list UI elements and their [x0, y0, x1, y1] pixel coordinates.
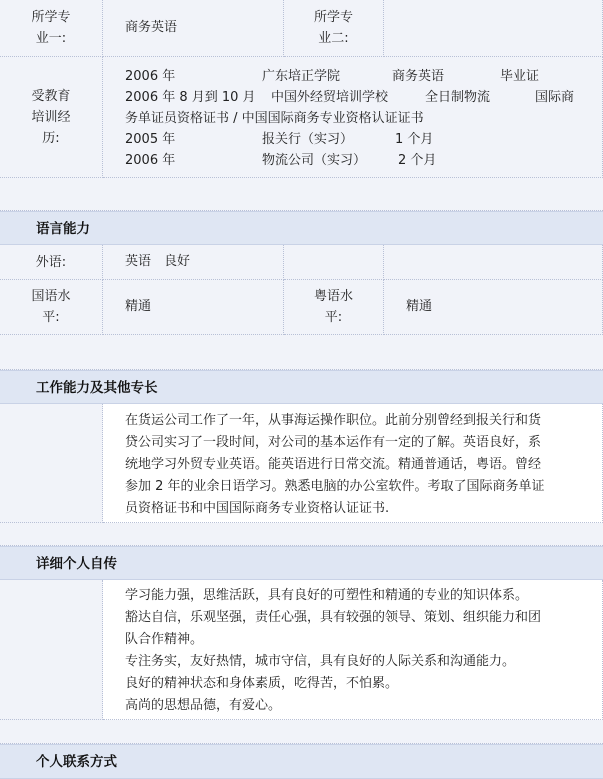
major2-value-cell — [384, 0, 603, 57]
edu-1-major: 商务英语 — [392, 69, 445, 84]
major1-value-cell — [103, 0, 284, 57]
education-label: 受教育培训经历: — [31, 88, 71, 146]
education-row — [0, 57, 603, 178]
empty-cell-b — [384, 245, 603, 280]
section-language-title: 语言能力 — [36, 221, 90, 237]
edu-3-cert: 务单证员资格证书 / 中国国际商务专业资格认证证书 — [125, 111, 424, 126]
edu-1-date: 2006 年 — [125, 69, 176, 84]
work-text-cell — [103, 404, 603, 523]
self-row — [0, 580, 603, 720]
work-line-5: 员资格证书和中国国际商务专业资格认证证书. — [125, 501, 390, 516]
mandarin-value-cell — [103, 280, 284, 335]
cantonese-label: 粤语水平: — [313, 289, 353, 325]
edu-4-date: 2005 年 — [125, 132, 176, 147]
self-line-5: 良好的精神状态和身体素质，吃得苦，不怕累。 — [125, 676, 399, 691]
work-empty-label-cell — [0, 404, 103, 523]
mandarin-value: 精通 — [125, 299, 152, 314]
edu-5-duration: 2 个月 — [398, 153, 437, 168]
education-line-1 — [103, 65, 602, 86]
foreign-label-cell — [0, 245, 103, 280]
mandarin-label: 国语水平: — [31, 289, 71, 325]
spacer-3 — [0, 523, 603, 546]
major2-value — [384, 3, 406, 18]
mandarin-label-cell — [0, 280, 103, 335]
spacer-1 — [0, 178, 603, 211]
edu-5-org: 物流公司（实习） — [262, 153, 367, 168]
self-line-6: 高尚的思想品德，有爱心。 — [125, 698, 282, 713]
self-line-3: 队合作精神。 — [125, 632, 204, 647]
section-work-header — [0, 370, 603, 404]
work-row — [0, 404, 603, 523]
spacer-2 — [0, 335, 603, 370]
self-line-1: 学习能力强，思维活跃，具有良好的可塑性和精通的专业的知识体系。 — [125, 588, 529, 603]
edu-4-duration: 1 个月 — [395, 132, 434, 147]
dialect-row — [0, 280, 603, 335]
edu-2-cert: 国际商 — [535, 90, 575, 105]
edu-2-school: 中国外经贸培训学校 — [271, 90, 389, 105]
work-line-1: 在货运公司工作了一年，从事海运操作职位。此前分别曾经到报关行和货 — [125, 413, 542, 428]
education-line-4 — [103, 128, 602, 149]
empty-cell-a — [284, 245, 384, 280]
work-line-3: 统地学习外贸专业英语。能英语进行日常交流。精通普通话，粤语。曾经 — [125, 457, 542, 472]
edu-2-date: 2006 年 8 月到 10 月 — [125, 90, 256, 105]
major1-label-cell — [0, 0, 103, 57]
foreign-label: 外语: — [35, 254, 67, 270]
edu-2-mode: 全日制物流 — [425, 90, 491, 105]
section-self-title: 详细个人自传 — [36, 556, 117, 572]
foreign-value-cell — [103, 245, 284, 280]
spacer-4 — [0, 720, 603, 744]
self-text-cell — [103, 580, 603, 720]
cantonese-value: 精通 — [406, 299, 433, 314]
work-line-4: 参加 2 年的业余日语学习。熟悉电脑的办公室软件。考取了国际商务单证 — [125, 479, 545, 494]
self-line-2: 豁达自信，乐观坚强，责任心强，具有较强的领导、策划、组织能力和团 — [125, 610, 542, 625]
section-contact-header — [0, 744, 603, 779]
section-contact-title: 个人联系方式 — [36, 754, 117, 770]
cantonese-value-cell — [384, 280, 603, 335]
foreign-value: 英语 良好 — [125, 254, 191, 269]
edu-1-cert: 毕业证 — [500, 69, 540, 84]
foreign-language-row — [0, 245, 603, 280]
major2-label-cell — [284, 0, 384, 57]
edu-4-org: 报关行（实习） — [262, 132, 354, 147]
education-line-2 — [103, 86, 602, 107]
work-line-2: 贷公司实习了一段时间，对公司的基本运作有一定的了解。英语良好，系 — [125, 435, 542, 450]
section-work-title: 工作能力及其他专长 — [36, 380, 158, 396]
education-label-cell — [0, 57, 103, 178]
major1-label: 所学专业一: — [31, 10, 71, 46]
self-line-4: 专注务实，友好热情，城市守信，具有良好的人际关系和沟通能力。 — [125, 654, 516, 669]
section-self-header — [0, 546, 603, 580]
majors-row — [0, 0, 603, 57]
education-line-3 — [103, 107, 602, 128]
edu-5-date: 2006 年 — [125, 153, 176, 168]
cantonese-label-cell — [284, 280, 384, 335]
section-language-header — [0, 211, 603, 245]
education-value-cell — [103, 57, 603, 178]
education-line-5 — [103, 149, 602, 170]
edu-1-school: 广东培正学院 — [262, 69, 341, 84]
self-empty-label-cell — [0, 580, 103, 720]
major2-label: 所学专业二: — [313, 10, 353, 46]
major1-value: 商务英语 — [125, 20, 178, 35]
